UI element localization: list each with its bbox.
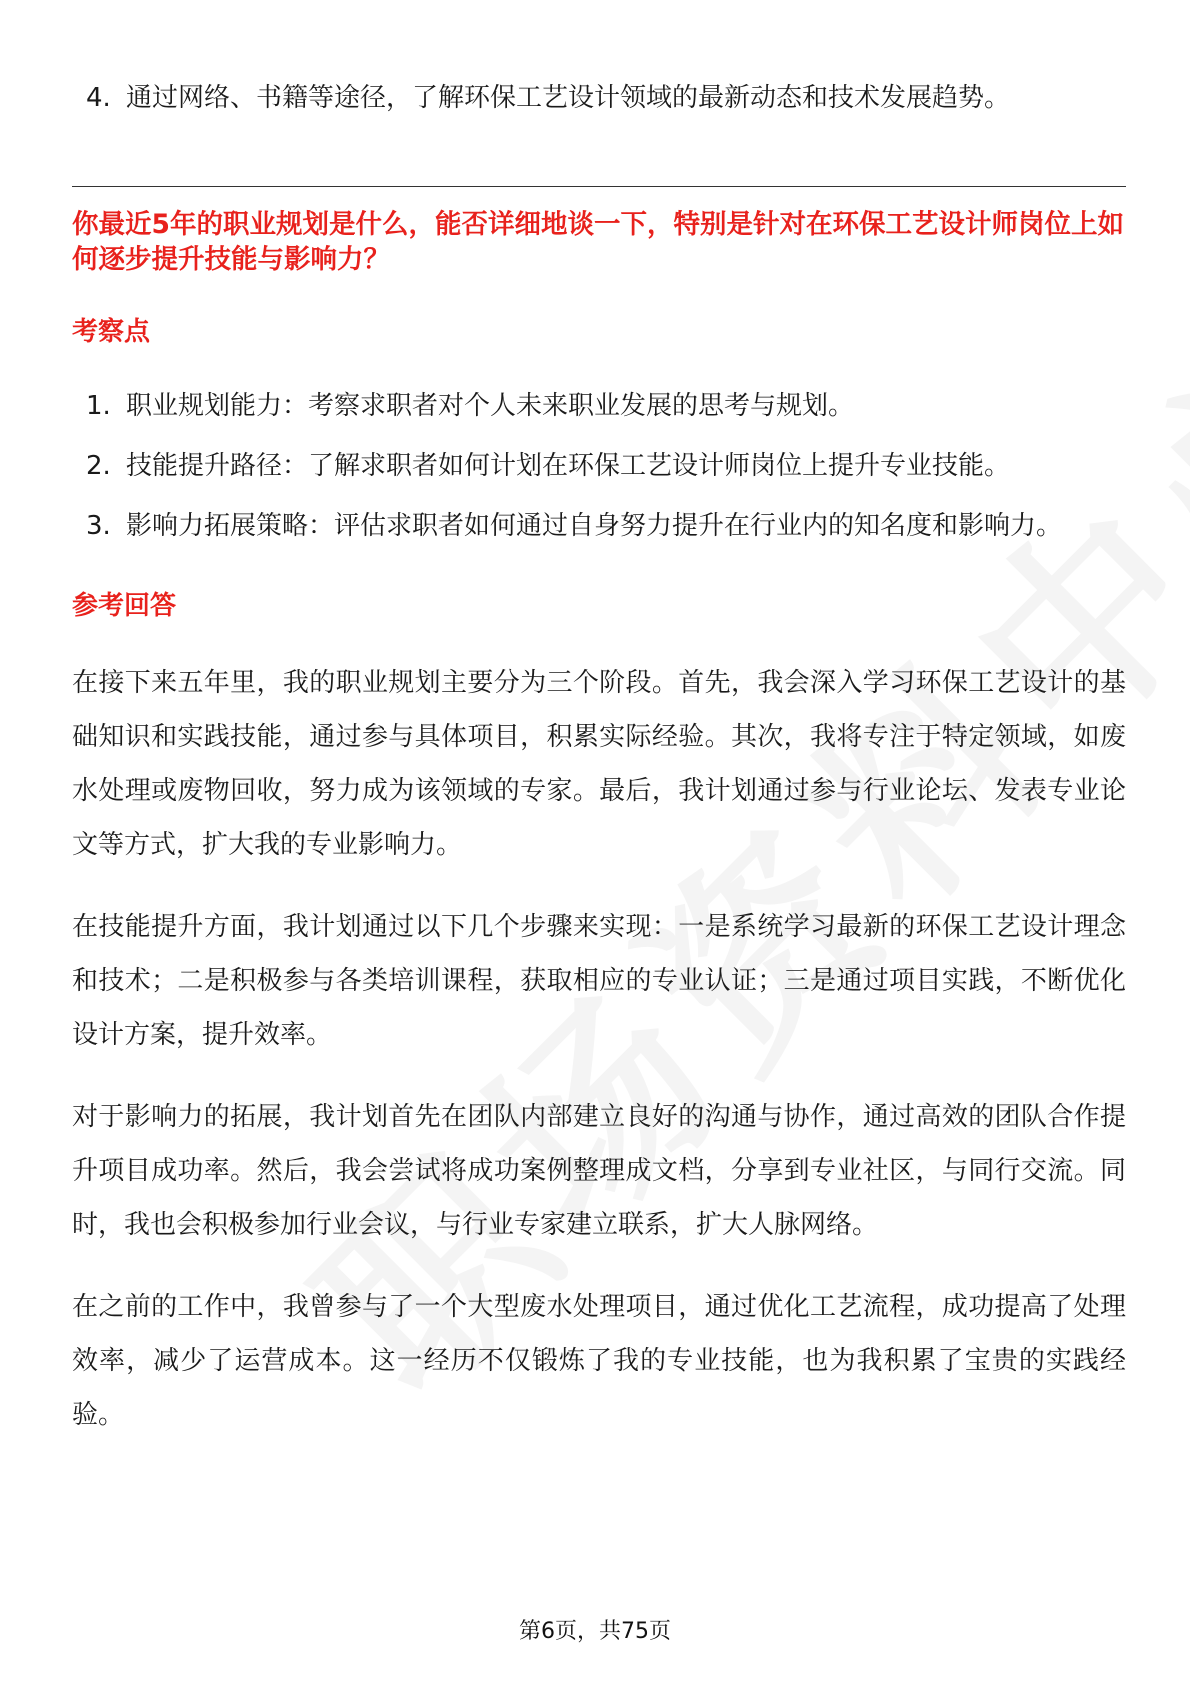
answer-paragraph: 在之前的工作中，我曾参与了一个大型废水处理项目，通过优化工艺流程，成功提高了处理效率，减少了运营成本。这一经历不仅锻炼了我的专业技能，也为我积累了宝贵的实践经验。 (72, 1292, 1126, 1430)
list-item-number: 2. (86, 451, 111, 481)
interview-question: 你最近5年的职业规划是什么，能否详细地谈一下，特别是针对在环保工艺设计师岗位上如何逐步提升技能与影响力？ (72, 209, 1124, 275)
answer-paragraph: 在技能提升方面，我计划通过以下几个步骤来实现：一是系统学习最新的环保工艺设计理念和技术；二是积极参与各类培训课程，获取相应的专业认证；三是通过项目实践，不断优化设计方案，提升效率。 (72, 912, 1126, 1050)
list-item (72, 496, 1126, 556)
list-item-text: 技能提升路径：了解求职者如何计划在环保工艺设计师岗位上提升专业技能。 (126, 451, 1011, 481)
answer-paragraph: 对于影响力的拓展，我计划首先在团队内部建立良好的沟通与协作，通过高效的团队合作提升项目成功率。然后，我会尝试将成功案例整理成文档，分享到专业社区，与同行交流。同时，我也会积极参加行业会议，与行业专家建立联系，扩大人脉网络。 (72, 1102, 1126, 1240)
continued-list (72, 70, 1126, 126)
answer-paragraph: 在接下来五年里，我的职业规划主要分为三个阶段。首先，我会深入学习环保工艺设计的基础知识和实践技能，通过参与具体项目，积累实际经验。其次，我将专注于特定领域，如废水处理或废物回收，努力成为该领域的专家。最后，我计划通过参与行业论坛、发表专业论文等方式，扩大我的专业影响力。 (72, 668, 1126, 860)
list-item-text: 通过网络、书籍等途径，了解环保工艺设计领域的最新动态和技术发展趋势。 (126, 83, 1011, 113)
list-item (72, 436, 1126, 496)
focus-title: 考察点 (72, 317, 151, 347)
focus-list (72, 376, 1126, 556)
answer-title: 参考回答 (72, 591, 177, 621)
section-divider (72, 186, 1126, 187)
list-item-text: 职业规划能力：考察求职者对个人未来职业发展的思考与规划。 (126, 391, 855, 421)
page-number-footer: 第6页，共75页 (519, 1619, 671, 1644)
list-item-number: 1. (86, 391, 111, 421)
list-item-number: 4. (86, 83, 111, 113)
page-content (72, 70, 1126, 1442)
list-item (72, 70, 1126, 126)
list-item (72, 376, 1126, 436)
list-item-text: 影响力拓展策略：评估求职者如何通过自身努力提升在行业内的知名度和影响力。 (126, 511, 1063, 541)
list-item-number: 3. (86, 511, 111, 541)
